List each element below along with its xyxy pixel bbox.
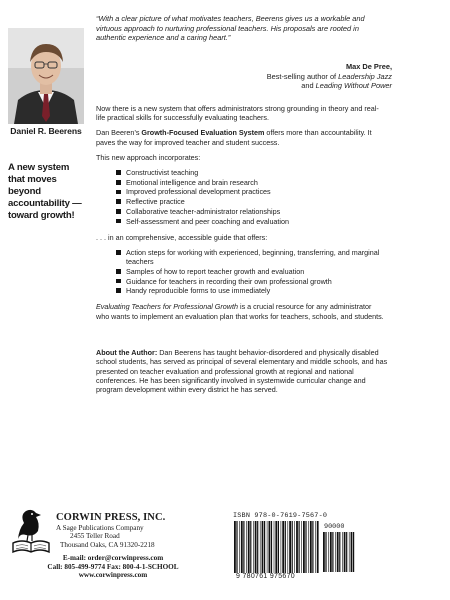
barcode-bar xyxy=(267,521,268,573)
isbn-label: ISBN 978-0-7619-7567-0 xyxy=(233,512,328,520)
incorporates-lead: This new approach incorporates: xyxy=(96,152,201,162)
list-item: Self-assessment and peer coaching and evaluation xyxy=(116,217,386,226)
barcode-bar xyxy=(264,521,265,573)
barcode-bar xyxy=(328,532,329,572)
about-label: About the Author: xyxy=(96,348,158,357)
barcode-bar xyxy=(281,521,282,573)
publisher-line-1: A Sage Publications Company xyxy=(56,524,144,532)
publisher-logo-icon xyxy=(10,505,52,555)
system-suffix: offers more than accountability. It paves the way for improved teacher and student success. xyxy=(96,128,372,147)
barcode-bar xyxy=(339,532,340,572)
system-paragraph xyxy=(96,128,386,146)
barcode-bar xyxy=(271,521,272,573)
barcode-bar xyxy=(278,521,279,573)
isbn-barcode-icon xyxy=(233,521,321,573)
price-barcode-icon xyxy=(322,532,356,572)
barcode-bar xyxy=(301,521,302,573)
closing-text: is a crucial resource for any administrator who wants to implement an evaluation plan that works for teachers, schools, and students. xyxy=(96,302,384,321)
price-code: 90000 xyxy=(324,523,345,531)
barcode-bar xyxy=(299,521,300,573)
cover-tagline: A new system that moves beyond accountability — toward growth! xyxy=(8,162,82,221)
barcode-bar xyxy=(269,521,271,573)
barcode-bar xyxy=(274,521,275,573)
barcode-bar xyxy=(243,521,244,573)
barcode-bar xyxy=(305,521,306,573)
barcode-bar xyxy=(335,532,336,572)
system-name: Growth-Focused Evaluation System xyxy=(141,128,265,138)
barcode-bar xyxy=(312,521,313,573)
publisher-email[interactable]: E-mail: order@corwinpress.com xyxy=(62,554,164,562)
quote-author: Max De Pree, xyxy=(345,62,392,71)
quote-connector: and xyxy=(301,81,316,91)
barcode-bar xyxy=(260,521,261,573)
publisher-line-2: 2455 Teller Road xyxy=(70,532,120,541)
barcode-bar xyxy=(250,521,251,573)
barcode-bar xyxy=(275,521,277,573)
list-item: Samples of how to report teacher growth and evaluation xyxy=(116,267,386,276)
barcode-bar xyxy=(332,532,333,572)
barcode-bar xyxy=(246,521,247,573)
offers-list xyxy=(96,248,386,296)
endorsement-quote: “With a clear picture of what motivates teachers, Beerens gives us a workable and virtuous approach to nurturing professional teachers. His proposals are rooted in authentic experience and a caring heart.” xyxy=(96,14,365,43)
barcode-bar xyxy=(288,521,289,573)
about-the-author xyxy=(96,348,388,394)
book-description xyxy=(96,104,386,327)
publisher-phone: Call: 805-499-9774 Fax: 800-4-1-SCHOOL xyxy=(47,562,179,571)
barcode-bar xyxy=(315,521,316,573)
barcode-bar xyxy=(344,532,346,572)
raven-book-logo-icon xyxy=(10,505,52,555)
barcode-bar xyxy=(257,521,258,573)
list-item: Action steps for working with experienced, beginning, transferring, and marginal teachers xyxy=(116,248,386,266)
barcode-bar xyxy=(285,521,286,573)
barcode-bar xyxy=(349,532,350,572)
quote-book-1: Leadership Jazz xyxy=(338,71,392,81)
barcode-bar xyxy=(289,521,291,573)
intro-paragraph: Now there is a new system that offers administrators strong grounding in theory and real-life practical skills for successfully evaluating teachers. xyxy=(96,104,379,123)
barcode-bar xyxy=(346,532,347,572)
list-item: Improved professional development practices xyxy=(116,187,386,196)
barcode-bar xyxy=(310,521,312,573)
barcode-bar xyxy=(303,521,305,573)
author-photo xyxy=(8,28,84,124)
quote-book-2: Leading Without Power xyxy=(315,81,392,91)
barcode-bar xyxy=(325,532,326,572)
publisher-block xyxy=(56,512,196,549)
offers-lead: . . . in an comprehensive, accessible guide that offers: xyxy=(96,232,268,242)
list-item: Emotional intelligence and brain research xyxy=(116,178,386,187)
barcode-bar xyxy=(308,521,309,573)
system-prefix: Dan Beeren’s xyxy=(96,128,142,138)
barcode-bar xyxy=(317,521,319,573)
list-item: Guidance for teachers in recording their own professional growth xyxy=(116,277,386,286)
barcode-bar xyxy=(330,532,332,572)
barcode-bar xyxy=(342,532,343,572)
barcode-number: 9 780761 975670 xyxy=(236,573,295,580)
incorporates-list xyxy=(96,168,386,226)
barcode-bar xyxy=(292,521,293,573)
author-portrait-image xyxy=(8,28,84,124)
barcode-bar xyxy=(248,521,250,573)
closing-paragraph xyxy=(96,302,386,320)
barcode-bar xyxy=(337,532,339,572)
publisher-contact xyxy=(28,554,198,580)
barcode-bar xyxy=(323,532,325,572)
barcode-bar xyxy=(282,521,284,573)
barcode-bar xyxy=(236,521,237,573)
barcode-bar xyxy=(234,521,236,573)
barcode-bar xyxy=(255,521,257,573)
barcode-bar xyxy=(351,532,353,572)
barcode-bar xyxy=(239,521,240,573)
list-item: Collaborative teacher-administrator relationships xyxy=(116,207,386,216)
list-item: Constructivist teaching xyxy=(116,168,386,177)
barcode-bar xyxy=(253,521,254,573)
about-text: Dan Beerens has taught behavior-disordered and physically disabled school students, has served as principal of several elementary and middle schools, and has presented on teacher evaluation and professional growth at regional and national conferences. He has been significantly involved in systemwide curricular change and program development within every district he has served. xyxy=(96,348,388,395)
publisher-line-3: Thousand Oaks, CA 91320-2218 xyxy=(60,540,155,549)
list-item: Reflective practice xyxy=(116,197,386,206)
barcode-bar xyxy=(294,521,295,573)
author-name: Daniel R. Beerens xyxy=(10,126,82,136)
list-item: Handy reproducible forms to use immediately xyxy=(116,286,386,295)
barcode-bar xyxy=(353,532,354,572)
publisher-name: CORWIN PRESS, INC. xyxy=(56,512,166,523)
publisher-website[interactable]: www.corwinpress.com xyxy=(78,571,148,580)
quote-role-prefix: Best-selling author of xyxy=(266,71,339,81)
barcode-bar xyxy=(296,521,298,573)
barcode-bar xyxy=(241,521,243,573)
quote-attribution xyxy=(267,62,392,91)
book-title: Evaluating Teachers for Professional Growth xyxy=(96,302,238,312)
barcode-bar xyxy=(262,521,264,573)
